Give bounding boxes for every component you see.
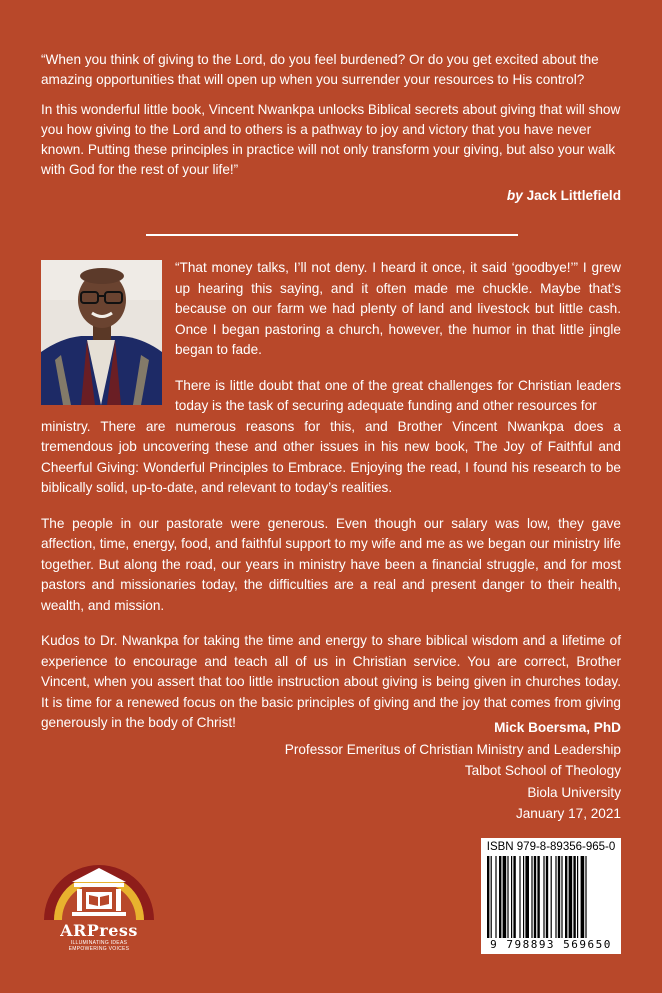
barcode-bar xyxy=(573,856,575,938)
barcode-bar xyxy=(565,856,567,938)
barcode-bar xyxy=(577,856,578,938)
endorsement-2-paragraph-4: Kudos to Dr. Nwankpa for taking the time and energy to share biblical wisdom and a lifetime of experience to encourage and teach all of us in Christian service. You are correct, Brother Vincent, when you assert that too little instruction about giving is being given in churches today. It is time for a renewed focus on the basic principles of giving and the joy that comes from giving generously in the body of Christ! xyxy=(41,633,621,730)
barcode-digits: 9 798893 569650 xyxy=(490,938,612,951)
publisher-tagline-2: EMPOWERING VOICES xyxy=(68,946,130,952)
barcode-bar xyxy=(507,856,508,938)
barcode-bar xyxy=(555,856,556,938)
barcode-bar xyxy=(531,856,532,938)
endorsement-1-paragraph-2: In this wonderful little book, Vincent Nwankpa unlocks Biblical secrets about giving that will show you how giving to the Lord and to others is a pathway to joy and victory that you have never known. Putting these principles in practice will not only transform your giving, but also your walk with God for the rest of your life!” xyxy=(41,102,621,177)
barcode-bar xyxy=(525,856,529,938)
barcode-bar xyxy=(546,856,548,938)
signature-date: January 17, 2021 xyxy=(515,806,621,821)
barcode-bar xyxy=(499,856,501,938)
barcode-bar xyxy=(503,856,507,938)
signature-name: Mick Boersma, PhD xyxy=(494,720,621,735)
barcode-bar xyxy=(585,856,586,938)
signature-university: Biola University xyxy=(527,784,621,800)
barcode-bar xyxy=(569,856,573,938)
endorsement-quote-1 xyxy=(41,50,621,180)
endorsement-1-author: Jack Littlefield xyxy=(526,188,621,203)
endorsement-1-paragraph-1: “When you think of giving to the Lord, do you feel burdened? Or do you get excited about the amazing opportunities that will open up when you surrender your resources to His control? xyxy=(41,52,599,87)
endorsement-2-paragraph-2b: ministry. There are numerous reasons for this, and Brother Vincent Nwankpa does a tremendous job uncovering these and other issues in his new book, The Joy of Faithful and Cheerful Giving: Wonderful Principles to Embrace. Enjoying the read, I found his research to be biblically solid, up-to-date, and relevant to today’s realities. xyxy=(41,418,621,495)
barcode-bar xyxy=(561,856,562,938)
barcode-bar xyxy=(519,856,520,938)
section-divider xyxy=(146,234,518,236)
barcode-bar xyxy=(495,856,496,938)
barcode-bar xyxy=(558,856,560,938)
endorsement-2-paragraph-3: The people in our pastorate were generous. Even though our salary was low, they gave affection, time, energy, food, and faithful support to my wife and me as we began our ministry life together. But along the road, our years in ministry have been a financial struggle, and for most pastors and missionaries today, the difficulties are a real and present danger to their health, wealth, and mission. xyxy=(41,515,621,613)
endorsement-1-byline xyxy=(507,188,621,203)
publisher-tagline xyxy=(40,940,158,952)
barcode-bars xyxy=(487,856,615,938)
signature-block xyxy=(285,717,621,825)
publisher-name: ARPress xyxy=(60,921,138,940)
isbn-label: ISBN 979-8-89356-965-0 xyxy=(486,841,616,853)
barcode-bar xyxy=(487,856,489,938)
barcode-bar xyxy=(581,856,585,938)
barcode-bar xyxy=(523,856,524,938)
publisher-tagline-1: ILLUMINATING IDEAS xyxy=(70,940,128,946)
endorsement-quote-2 xyxy=(41,258,621,749)
barcode-bar xyxy=(537,856,539,938)
barcode-bar xyxy=(543,856,544,938)
by-word: by xyxy=(506,188,523,203)
signature-school: Talbot School of Theology xyxy=(464,763,621,778)
endorsement-2-paragraph-1: “That money talks, I’ll not deny. I heard it once, it said ‘goodbye!’” I grew up hearing this saying, and it often made me chuckle. Maybe that’s because on our farm we had plenty of land and livestock but little cash. Once I began pastoring a church, however, the humor in that little jingle began to fade. xyxy=(175,260,621,357)
barcode-bar xyxy=(534,856,536,938)
barcode-bar xyxy=(511,856,512,938)
isbn-barcode xyxy=(481,838,621,954)
signature-title: Professor Emeritus of Christian Ministry and Leadership xyxy=(284,741,621,757)
barcode-bar xyxy=(551,856,552,938)
barcode-bar xyxy=(513,856,515,938)
barcode-bar xyxy=(491,856,492,938)
endorsement-2-paragraph-2a: There is little doubt that one of the great challenges for Christian leaders today is the task of securing adequate funding and other resources for xyxy=(175,377,621,413)
